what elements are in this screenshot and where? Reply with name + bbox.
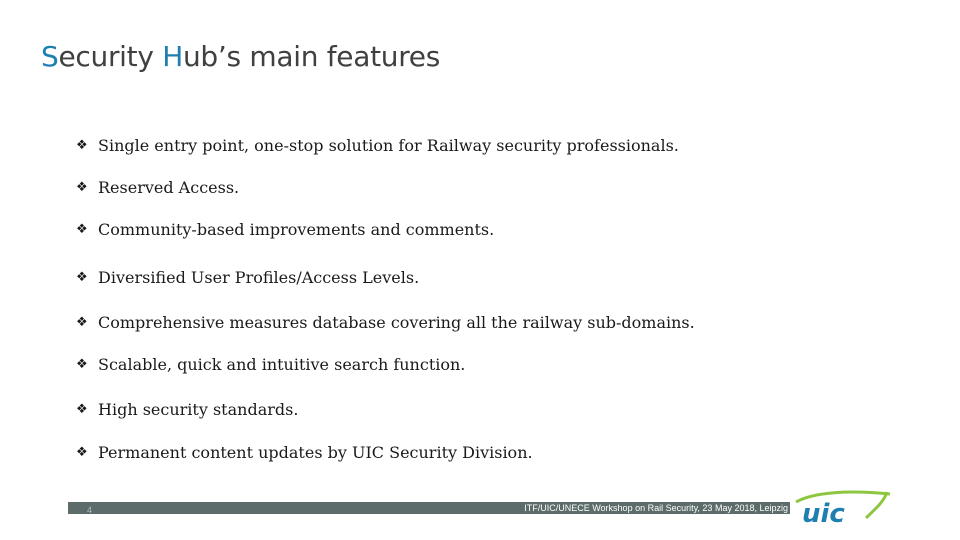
footer-text: ITF/UIC/UNECE Workshop on Rail Security, 23 May 2018, Leipzig [524, 503, 788, 513]
bullet-item [76, 220, 494, 239]
diamond-bullet-icon: ❖ [76, 138, 88, 153]
bullet-text: Diversified User Profiles/Access Levels. [98, 268, 420, 287]
bullet-text: Community-based improvements and comments. [98, 220, 495, 239]
diamond-bullet-icon: ❖ [76, 270, 88, 285]
uic-logo-icon [794, 488, 894, 530]
bullet-item [76, 136, 679, 155]
diamond-bullet-icon: ❖ [76, 222, 88, 237]
diamond-bullet-icon: ❖ [76, 445, 88, 460]
footer-bar [68, 502, 790, 514]
title-part: ecurity [58, 40, 163, 73]
bullet-item [76, 268, 419, 287]
bullet-item [76, 355, 465, 374]
diamond-bullet-icon: ❖ [76, 180, 88, 195]
diamond-bullet-icon: ❖ [76, 357, 88, 372]
bullet-item [76, 443, 533, 462]
bullet-item [76, 400, 298, 419]
diamond-bullet-icon: ❖ [76, 315, 88, 330]
bullet-text: Comprehensive measures database covering all the railway sub-domains. [98, 313, 695, 332]
bullet-text: High security standards. [98, 400, 299, 419]
bullet-text: Permanent content updates by UIC Security Division. [98, 443, 533, 462]
bullet-item [76, 313, 695, 332]
diamond-bullet-icon: ❖ [76, 402, 88, 417]
bullet-item [76, 178, 239, 197]
svg-text:uic: uic [802, 499, 845, 529]
title-accent-s: S [41, 40, 59, 73]
bullet-text: Scalable, quick and intuitive search function. [98, 355, 466, 374]
title-accent-h: H [162, 40, 183, 73]
page-number: 4 [87, 505, 93, 515]
bullet-text: Single entry point, one-stop solution for Railway security professionals. [98, 136, 679, 155]
title-part: ub’s main features [182, 40, 441, 73]
bullet-text: Reserved Access. [98, 178, 240, 197]
